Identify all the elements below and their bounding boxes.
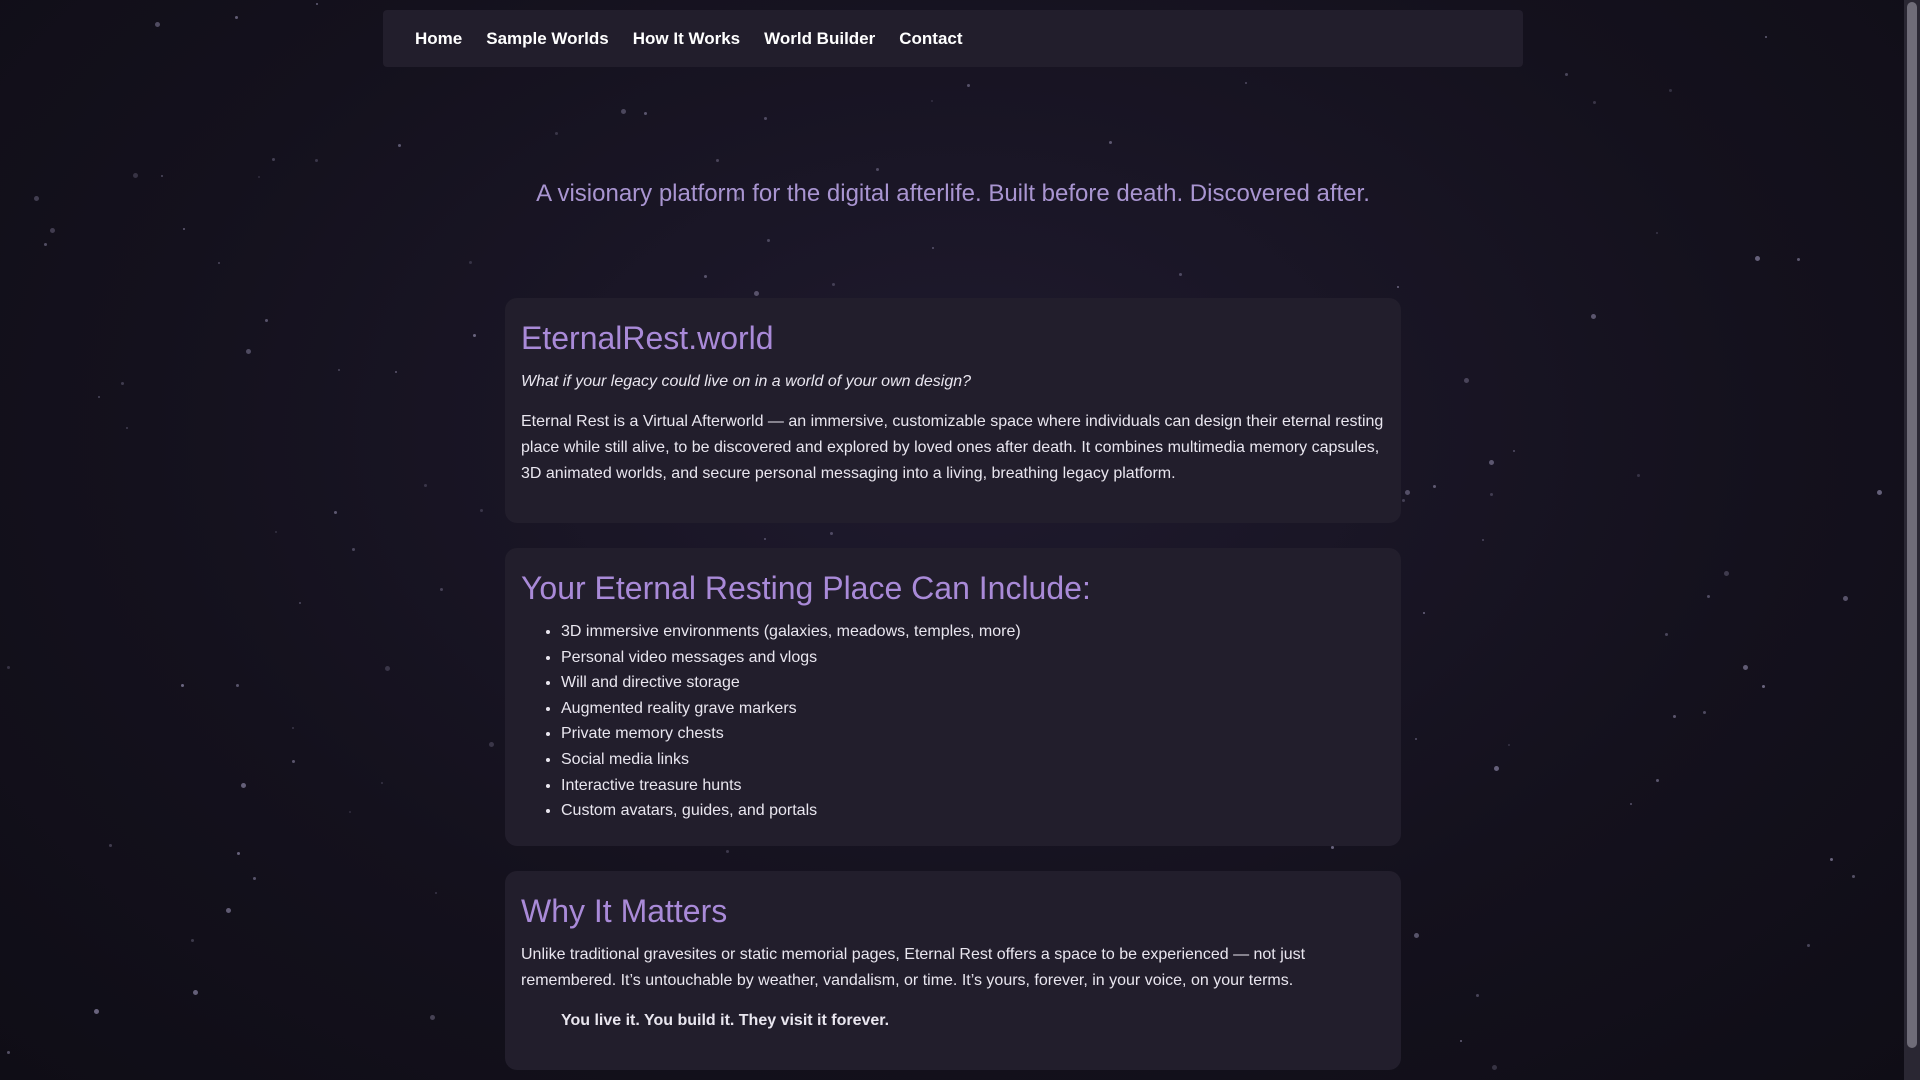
star-dot [126,427,128,429]
star-dot [1513,450,1515,452]
star-dot [473,334,476,337]
star-dot [1843,596,1848,601]
features-list [521,619,1385,824]
star-dot [435,892,437,894]
star-dot [1423,612,1425,614]
star-dot [1591,314,1596,319]
star-dot [258,176,260,178]
star-dot [489,742,494,747]
star-dot [1565,73,1568,76]
list-item: • Will and directive storage [561,670,1385,696]
star-dot [1397,286,1399,288]
star-dot [1673,715,1676,718]
star-dot [7,666,10,669]
star-dot [1179,273,1182,276]
star-dot [1830,858,1833,861]
star-dot [1656,232,1658,234]
star-dot [246,349,251,354]
star-dot [754,291,759,296]
nav-home-link[interactable]: Home [415,28,463,48]
star-dot [237,852,240,855]
star-dot [181,684,184,687]
star-dot [265,319,268,322]
star-dot [338,369,340,371]
star-dot [1464,378,1469,383]
features-title: Your Eternal Resting Place Can Include: [521,570,1091,606]
list-item: • 3D immersive environments (galaxies, meadows, temples, more) [561,619,1385,645]
star-dot [299,602,301,604]
star-dot [1508,744,1510,746]
star-dot [764,538,766,540]
why-body: Unlike traditional gravesites or static memorial pages, Eternal Rest offers a space to be experienced — not just remembered. It’s untouchable by weather, vandalism, or time. It’s yours, forever, in your voice, on your terms. [521,946,1306,989]
star-dot [275,531,277,533]
star-dot [1637,474,1640,477]
star-dot [1630,803,1632,805]
star-dot [1405,490,1410,495]
star-dot [241,783,246,788]
star-dot [395,371,397,373]
star-dot [830,532,833,535]
list-item: • Social media links [561,747,1385,773]
star-dot [1765,36,1767,38]
star-dot [1703,711,1706,714]
star-dot [218,262,220,264]
star-dot [44,243,47,246]
star-dot [235,16,238,19]
intro-question: What if your legacy could live on in a world of your own design? [521,373,972,390]
star-dot [316,3,318,5]
star-dot [931,100,933,102]
star-dot [1109,141,1112,144]
star-dot [253,877,256,880]
star-dot [183,228,185,230]
star-dot [1743,665,1748,670]
features-card [505,548,1401,846]
star-dot [876,168,879,171]
star-dot [50,228,55,233]
star-dot [94,1009,99,1014]
star-dot [764,117,767,120]
star-dot [121,382,124,385]
star-dot [352,548,355,551]
star-dot [1762,685,1765,688]
nav-world-builder-link[interactable]: World Builder [764,28,876,48]
star-dot [133,173,138,178]
star-dot [480,509,483,512]
star-dot [469,261,472,264]
star-dot [644,112,647,115]
star-dot [193,990,198,995]
star-dot [1494,766,1499,771]
star-dot [424,484,427,487]
star-dot [726,850,729,853]
star-dot [621,109,626,114]
list-item: • Personal video messages and vlogs [561,645,1385,671]
intro-title: EternalRest.world [521,320,774,356]
star-dot [1433,485,1436,488]
star-dot [716,159,719,162]
star-dot [440,588,443,591]
star-dot [832,283,835,286]
star-dot [767,239,770,242]
top-nav [383,10,1523,67]
star-dot [292,760,295,763]
hero-tagline: A visionary platform for the digital afterlife. Built before death. Discovered after. [536,180,1370,207]
star-dot [349,811,351,813]
star-dot [292,727,294,729]
star-dot [430,1015,435,1020]
intro-body: Eternal Rest is a Virtual Afterworld — an immersive, customizable space where individuals can design their eternal resting place while still alive, to be discovered and explored by loved ones after death. It combines multimedia memory capsules, 3D animated worlds, and secure personal messaging into a living, breathing legacy platform. [521,413,1384,482]
star-dot [109,844,112,847]
star-dot [1707,595,1710,598]
star-dot [1665,633,1668,636]
star-dot [1460,1040,1462,1042]
list-item: • Private memory chests [561,721,1385,747]
why-motto: You live it. You build it. They visit it forever. [561,1012,890,1029]
star-dot [1414,933,1419,938]
nav-contact-link[interactable]: Contact [899,28,963,48]
star-dot [398,144,401,147]
star-dot [1492,1065,1497,1070]
star-dot [315,159,318,162]
star-dot [1490,493,1493,496]
why-card [505,871,1401,1070]
star-dot [1593,101,1596,104]
star-dot [1482,539,1484,541]
star-dot [272,158,275,161]
star-dot [555,132,558,135]
list-item: • Interactive treasure hunts [561,773,1385,799]
star-dot [7,1051,10,1054]
star-dot [236,684,239,687]
star-dot [1724,571,1729,576]
star-dot [1797,258,1800,261]
star-dot [1669,89,1672,92]
star-dot [1656,779,1659,782]
star-dot [1331,846,1334,849]
star-dot [704,275,707,278]
star-dot [1877,490,1882,495]
nav-how-it-works-link[interactable]: How It Works [632,28,741,48]
star-dot [161,175,163,177]
star-dot [155,22,160,27]
star-dot [1755,256,1760,261]
list-item: • Custom avatars, guides, and portals [561,798,1385,824]
scrollbar-thumb[interactable] [1907,2,1917,1048]
star-dot [1402,499,1405,502]
nav-sample-worlds-link[interactable]: Sample Worlds [486,28,609,48]
star-dot [385,666,390,671]
why-title: Why It Matters [521,893,728,929]
star-dot [1245,82,1247,84]
star-dot [932,247,934,249]
star-dot [1476,994,1479,997]
star-dot [381,782,383,784]
star-dot [98,396,100,398]
star-dot [334,511,337,514]
star-dot [1415,738,1417,740]
star-dot [226,908,231,913]
star-dot [1807,944,1810,947]
intro-card [505,298,1401,523]
star-dot [191,939,194,942]
star-dot [34,196,39,201]
list-item: • Augmented reality grave markers [561,696,1385,722]
star-dot [967,84,970,87]
star-dot [1489,460,1494,465]
star-dot [1852,875,1855,878]
